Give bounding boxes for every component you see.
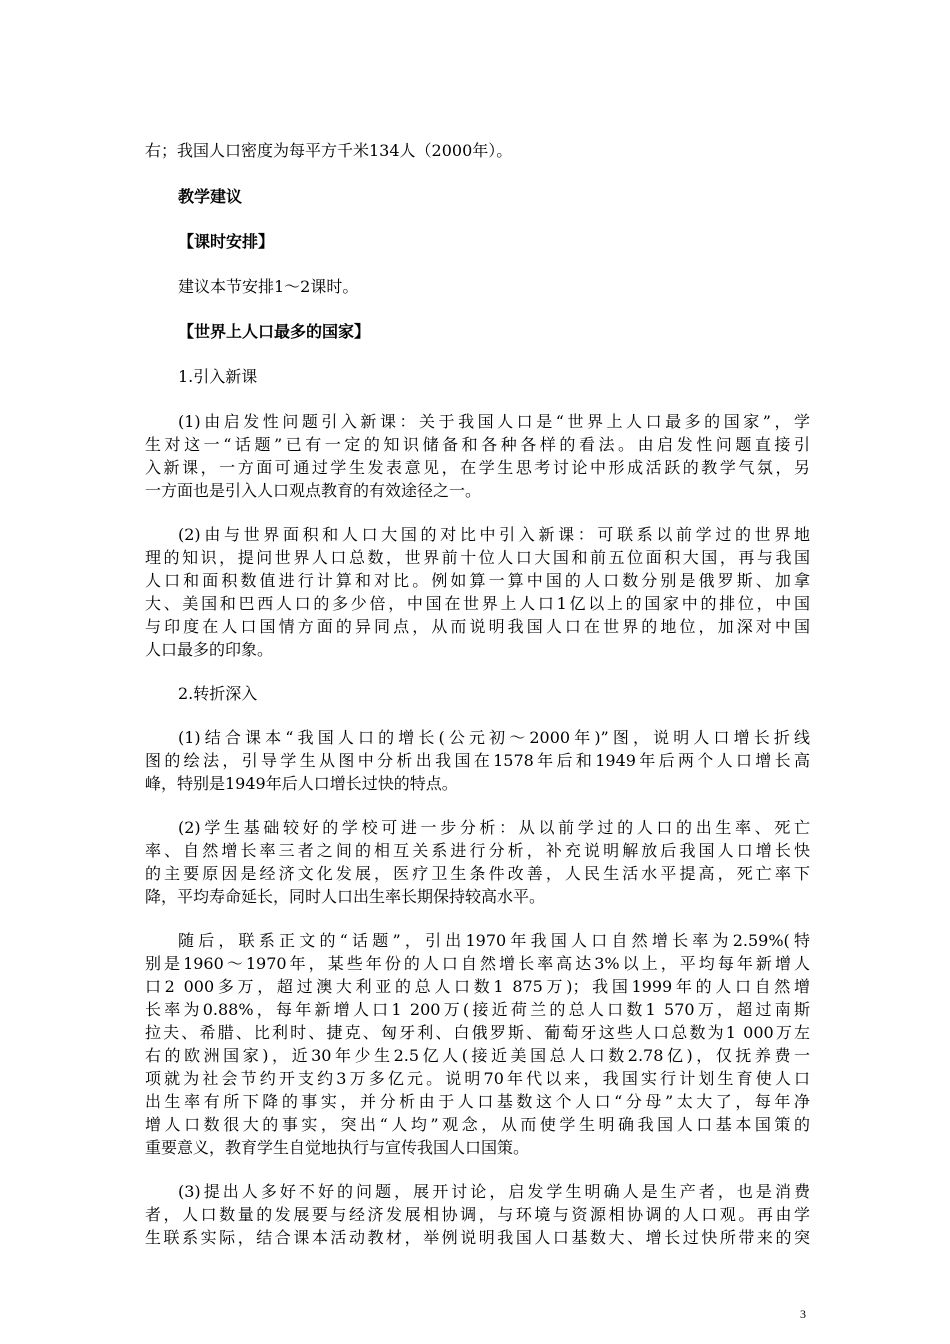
paragraph-line: 一方面也是引入人口观点教育的有效途径之一。 [145, 481, 482, 500]
paragraph-line: 大、美国和巴西人口的多少倍，中国在世界上人口1亿以上的国家中的排位，中国 [145, 594, 810, 613]
paragraph-line: (1)由启发性问题引入新课：关于我国人口是“世界上人口最多的国家”，学 [178, 412, 810, 431]
paragraph-line: 者，人口数量的发展要与经济发展相协调，与环境与资源相协调的人口观。再由学 [145, 1205, 810, 1224]
paragraph-line: 理的知识，提问世界人口总数，世界前十位人口大国和前五位面积大国，再与我国 [145, 548, 810, 567]
paragraph-line: 口2 000多万，超过澳大利亚的总人口数1 875万)；我国1999年的人口自然增 [145, 977, 810, 996]
paragraph-line: (2)由与世界面积和人口大国的对比中引入新课：可联系以前学过的世界地 [178, 525, 810, 544]
numbered-heading: 1.引入新课 [178, 367, 258, 386]
paragraph-line: 生对这一“话题”已有一定的知识储备和各种各样的看法。由启发性问题直接引 [145, 435, 810, 454]
subsection-heading: 【课时安排】 [178, 232, 275, 251]
paragraph-line: (2)学生基础较好的学校可进一步分析：从以前学过的人口的出生率、死亡 [178, 818, 810, 837]
numbered-heading: 2.转折深入 [178, 684, 258, 703]
paragraph-line: 的主要原因是经济文化发展，医疗卫生条件改善，人民生活水平提高，死亡率下 [145, 864, 810, 883]
paragraph-line: 随后，联系正文的“话题”，引出1970年我国人口自然增长率为2.59%(特 [178, 931, 810, 950]
paragraph-line: 峰，特别是1949年后人口增长过快的特点。 [145, 774, 458, 793]
subsection-heading: 【世界上人口最多的国家】 [178, 322, 371, 341]
text-line: 右；我国人口密度为每平方千米134人（2000年）。 [145, 141, 513, 160]
paragraph-line: 长率为0.88%，每年新增人口1 200万(接近荷兰的总人口数1 570万，超过南斯 [145, 1000, 810, 1019]
paragraph-line: 项就为社会节约开支约3万多亿元。说明70年代以来，我国实行计划生育使人口 [145, 1069, 810, 1088]
paragraph-line: 与印度在人口国情方面的异同点，从而说明我国人口在世界的地位，加深对中国 [145, 617, 810, 636]
paragraph-line: 生联系实际，结合课本活动教材，举例说明我国人口基数大、增长过快所带来的突 [145, 1228, 810, 1247]
paragraph-line: 人口和面积数值进行计算和对比。例如算一算中国的人口数分别是俄罗斯、加拿 [145, 571, 810, 590]
paragraph-line: 拉夫、希腊、比利时、捷克、匈牙利、白俄罗斯、葡萄牙这些人口总数为1 000万左 [145, 1023, 810, 1042]
text-line: 建议本节安排1～2课时。 [178, 277, 359, 296]
paragraph-line: 率、自然增长率三者之间的相互关系进行分析，补充说明解放后我国人口增长快 [145, 841, 810, 860]
paragraph-line: 增人口数很大的事实，突出“人均”观念，从而使学生明确我国人口基本国策的 [145, 1115, 810, 1134]
paragraph-line: 降，平均寿命延长，同时人口出生率长期保持较高水平。 [145, 887, 546, 906]
paragraph-line: 图的绘法，引导学生从图中分析出我国在1578年后和1949年后两个人口增长高 [145, 751, 810, 770]
paragraph-line: 右的欧洲国家)，近30年少生2.5亿人(接近美国总人口数2.78亿)，仅抚养费一 [145, 1046, 810, 1065]
paragraph-line: 人口最多的印象。 [145, 640, 274, 659]
section-heading: 教学建议 [178, 187, 243, 206]
paragraph-line: 别是1960～1970年，某些年份的人口自然增长率高达3%以上，平均每年新增人 [145, 954, 810, 973]
paragraph-line: (1)结合课本“我国人口的增长(公元初～2000年)”图，说明人口增长折线 [178, 728, 810, 747]
paragraph-line: (3)提出人多好不好的问题，展开讨论，启发学生明确人是生产者，也是消费 [178, 1182, 810, 1201]
paragraph-line: 重要意义，教育学生自觉地执行与宣传我国人口国策。 [145, 1138, 530, 1157]
paragraph-line: 出生率有所下降的事实，并分析由于人口基数这个人口“分母”太大了，每年净 [145, 1092, 810, 1111]
paragraph-line: 入新课，一方面可通过学生发表意见，在学生思考讨论中形成活跃的教学气氛，另 [145, 458, 810, 477]
page-number: 3 [800, 1307, 806, 1321]
